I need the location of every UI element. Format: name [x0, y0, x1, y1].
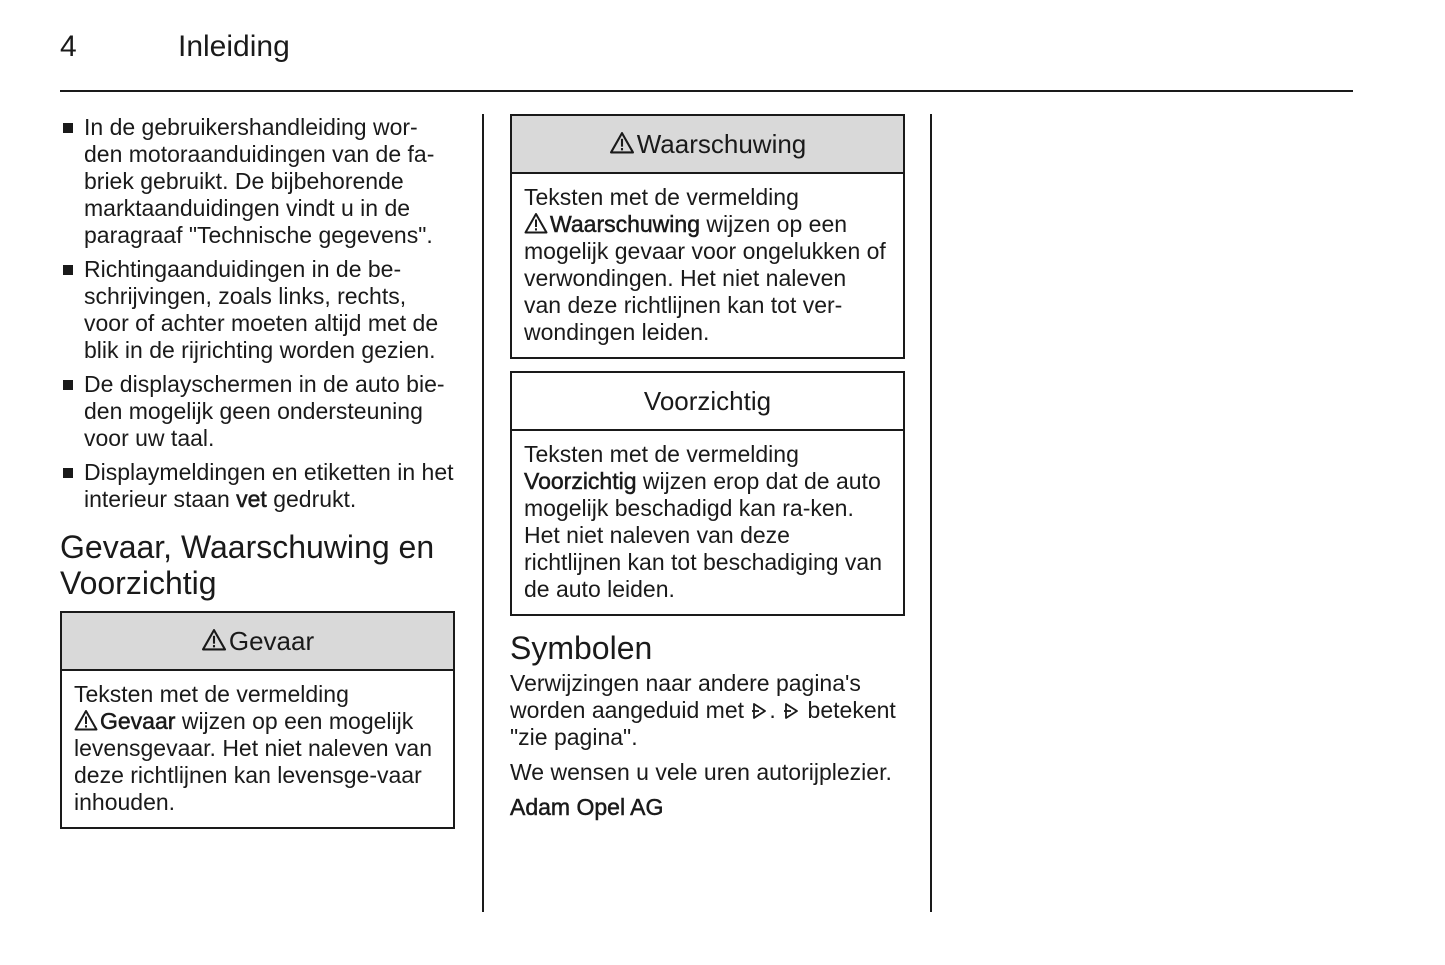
- left-column: [60, 114, 455, 829]
- warning-triangle-icon: [524, 212, 548, 234]
- page-title: Inleiding: [178, 30, 290, 63]
- paragraph-text: betekent "zie pagina".: [510, 697, 896, 750]
- box-keyword: Gevaar: [100, 708, 176, 734]
- page-reference-arrow-icon: [783, 702, 800, 720]
- column-divider-right: [930, 114, 932, 912]
- bold-term: vet: [236, 486, 267, 512]
- box-intro: Teksten met de vermelding: [74, 681, 349, 707]
- section-heading: Gevaar, Waarschuwing en Voorzichtig: [60, 529, 435, 601]
- list-item-text: gedrukt.: [266, 486, 357, 512]
- caution-box: [510, 371, 905, 616]
- bullet-list: [60, 114, 455, 513]
- symbols-paragraph: [510, 670, 905, 751]
- danger-box-header: [62, 613, 453, 671]
- warning-box-body: [512, 174, 903, 357]
- caution-box-title: Voorzichtig: [643, 386, 772, 416]
- warning-triangle-icon: [609, 131, 635, 154]
- warning-triangle-icon: [201, 628, 227, 651]
- paragraph-text: Verwijzingen naar andere pagina's worden aangeduid met: [510, 670, 861, 723]
- box-keyword: Voorzichtig: [524, 468, 637, 494]
- closing-paragraph: We wensen u vele uren autorijplezier.: [510, 759, 892, 785]
- list-item: De displayschermen in de auto bie-den mogelijk geen ondersteuning voor uw taal.: [60, 371, 455, 452]
- middle-column: [510, 114, 905, 829]
- warning-box-header: [512, 116, 903, 174]
- page-reference-arrow-icon: [751, 702, 768, 720]
- page-number: 4: [60, 30, 77, 63]
- caution-box-body: [512, 431, 903, 614]
- box-keyword: Waarschuwing: [550, 211, 700, 237]
- header-divider: [60, 90, 1353, 92]
- box-text: wijzen erop dat de auto mogelijk beschadigd kan ra-ken. Het niet naleven van deze richtlijnen kan tot beschadiging van de auto leiden.: [524, 468, 883, 602]
- box-text: wijzen op een mogelijk levensgevaar. Het niet naleven van deze richtlijnen kan levensge-vaar inhouden.: [74, 708, 433, 815]
- danger-box: [60, 611, 455, 829]
- list-item-text: Displaymeldingen en etiketten in het interieur staan: [84, 459, 454, 512]
- signature-company: Adam Opel AG: [510, 794, 664, 820]
- warning-box: [510, 114, 905, 359]
- list-item: Richtingaanduidingen in de be-schrijvingen, zoals links, rechts, voor of achter moeten altijd met de blik in de rijrichting worden gezien.: [60, 256, 455, 364]
- box-text: wijzen op een mogelijk gevaar voor ongelukken of verwondingen. Het niet naleven van deze richtlijnen kan tot ver-wondingen leiden.: [524, 211, 886, 345]
- warning-triangle-icon: [74, 709, 98, 731]
- box-intro: Teksten met de vermelding: [524, 441, 799, 467]
- caution-box-header: [512, 373, 903, 431]
- column-divider-left: [482, 114, 484, 912]
- danger-box-body: [62, 671, 453, 827]
- paragraph-text: .: [769, 697, 783, 723]
- box-intro: Teksten met de vermelding: [524, 184, 799, 210]
- list-item: In de gebruikershandleiding wor-den motoraanduidingen van de fa-briek gebruikt. De bijbehorende marktaanduidingen vindt u in de paragraaf "Technische gegevens".: [60, 114, 455, 249]
- warning-box-title: Waarschuwing: [636, 129, 807, 159]
- symbols-heading: Symbolen: [510, 630, 653, 666]
- list-item: [60, 459, 455, 513]
- danger-box-title: Gevaar: [228, 626, 315, 656]
